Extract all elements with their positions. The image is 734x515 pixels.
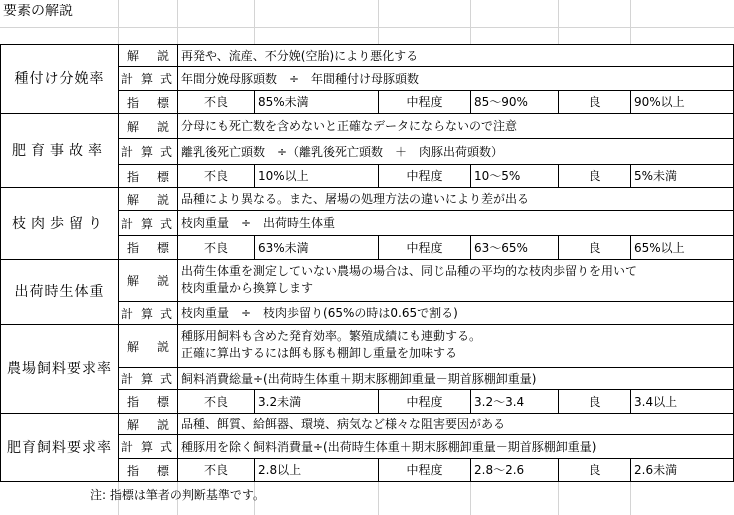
row-label-char: 指 [127,169,140,184]
indicator-bad-value: 2.8以上 [254,458,378,481]
row-label-char: 説 [157,274,170,288]
row-label-char: 指 [127,241,140,255]
row-label-shihyo [118,90,177,113]
gridline [0,27,734,28]
row-label-char: 算 [141,440,154,454]
row-label-kaisetsu [118,113,177,138]
explanation-text: 種豚用飼料も含めた発育効率。繁殖成績にも連動する。 正確に算出するには餌も豚も棚卸し重量を加味する [177,324,734,367]
indicator-mid-label: 中程度 [378,235,470,259]
row-label-char: 算 [141,306,154,321]
row-label-char: 解 [127,339,140,354]
row-label-shihyo [118,235,177,259]
indicator-good-label: 良 [558,235,630,259]
indicator-good-label: 良 [558,90,630,113]
explanation-text: 再発や、流産、不分娩(空胎)により悪化する [177,44,734,66]
row-label-char: 計 [121,372,134,386]
row-label-char: 算 [141,72,154,86]
category-name: 肥育飼料要求率 [0,413,118,481]
row-label-char: 計 [121,145,134,159]
formula-text: 種豚用を除く飼料消費量÷(出荷時生体重＋期末豚棚卸重量－期首豚棚卸重量) [177,434,734,458]
category-name: 枝肉歩留り [0,187,118,259]
row-label-char: 指 [127,463,140,478]
row-label-keisanshiki [118,301,177,324]
row-label-char: 解 [127,192,140,207]
row-label-char: 解 [127,49,140,63]
indicator-mid-label: 中程度 [378,90,470,113]
row-label-char: 説 [157,417,170,432]
category-name: 肥育事故率 [0,113,118,187]
row-label-char: 式 [160,372,173,386]
row-label-kaisetsu [118,259,177,301]
row-label-char: 計 [121,216,134,231]
row-label-keisanshiki [118,66,177,90]
row-label-char: 算 [141,216,154,231]
row-label-char: 説 [157,49,170,63]
row-label-kaisetsu [118,44,177,66]
row-label-keisanshiki [118,210,177,235]
explanation-text: 品種、餌質、給餌器、環境、病気など様々な阻害要因がある [177,413,734,434]
row-label-char: 式 [160,145,173,159]
row-label-char: 指 [127,95,140,110]
row-label-keisanshiki [118,138,177,164]
table-bottom-border [0,481,734,482]
category-name: 出荷時生体重 [0,259,118,324]
indicator-bad-label: 不良 [177,164,254,187]
row-label-char: 標 [157,463,170,478]
row-label-char: 式 [160,216,173,231]
row-label-keisanshiki [118,367,177,389]
formula-text: 枝肉重量 ÷ 出荷時生体重 [177,210,734,235]
row-label-char: 計 [121,440,134,454]
row-label-char: 説 [157,339,170,354]
row-label-char: 説 [157,192,170,207]
formula-text: 年間分娩母豚頭数 ÷ 年間種付け母豚頭数 [177,66,734,90]
indicator-bad-value: 63%未満 [254,235,378,259]
indicator-good-value: 2.6未満 [630,458,734,481]
row-label-shihyo [118,458,177,481]
explanation-text: 品種により異なる。また、屠場の処理方法の違いにより差が出る [177,187,734,210]
row-label-char: 式 [160,306,173,321]
row-label-shihyo [118,164,177,187]
indicator-bad-value: 10%以上 [254,164,378,187]
indicator-bad-value: 85%未満 [254,90,378,113]
explanation-text: 出荷生体重を測定していない農場の場合は、同じ品種の平均的な枝肉歩留りを用いて 枝肉重量から換算します [177,259,734,301]
indicator-mid-value: 10～5% [470,164,558,187]
sheet-title: 要素の解説 [3,4,73,19]
row-label-char: 解 [127,119,140,134]
indicator-good-value: 5%未満 [630,164,734,187]
row-label-char: 解 [127,274,140,288]
indicator-mid-label: 中程度 [378,458,470,481]
indicator-mid-value: 63～65% [470,235,558,259]
indicator-bad-label: 不良 [177,458,254,481]
row-label-char: 計 [121,306,134,321]
row-label-char: 算 [141,145,154,159]
indicator-bad-value: 3.2未満 [254,389,378,413]
category-name: 種付け分娩率 [0,44,118,113]
category-name: 農場飼料要求率 [0,324,118,413]
indicator-bad-label: 不良 [177,389,254,413]
formula-text: 枝肉重量 ÷ 枝肉歩留り(65%の時は0.65で割る) [177,301,734,324]
row-label-shihyo [118,389,177,413]
row-label-kaisetsu [118,324,177,367]
indicator-good-value: 65%以上 [630,235,734,259]
indicator-mid-label: 中程度 [378,389,470,413]
row-label-char: 標 [157,395,170,409]
indicator-good-label: 良 [558,164,630,187]
indicator-mid-value: 2.8～2.6 [470,458,558,481]
row-label-kaisetsu [118,187,177,210]
indicator-good-label: 良 [558,389,630,413]
indicator-good-value: 90%以上 [630,90,734,113]
row-label-char: 算 [141,372,154,386]
footnote: 注: 指標は筆者の判断基準です。 [90,488,265,502]
formula-text: 離乳後死亡頭数 ÷（離乳後死亡頭数 ＋ 肉豚出荷頭数） [177,138,734,164]
row-label-keisanshiki [118,434,177,458]
indicator-bad-label: 不良 [177,235,254,259]
formula-text: 飼料消費総量÷(出荷時生体重＋期末豚棚卸重量－期首豚棚卸重量) [177,367,734,389]
row-label-char: 解 [127,417,140,432]
row-label-char: 指 [127,395,140,409]
indicator-mid-label: 中程度 [378,164,470,187]
indicator-bad-label: 不良 [177,90,254,113]
indicator-good-value: 3.4以上 [630,389,734,413]
explanation-text: 分母にも死亡数を含めないと正確なデータにならないので注意 [177,113,734,138]
row-label-char: 標 [157,169,170,184]
row-label-char: 計 [121,72,134,86]
indicator-mid-value: 3.2～3.4 [470,389,558,413]
row-label-char: 式 [160,72,173,86]
row-label-char: 式 [160,440,173,454]
row-label-char: 標 [157,241,170,255]
row-label-char: 標 [157,95,170,110]
row-label-char: 説 [157,119,170,134]
indicator-mid-value: 85～90% [470,90,558,113]
row-label-kaisetsu [118,413,177,434]
indicator-good-label: 良 [558,458,630,481]
